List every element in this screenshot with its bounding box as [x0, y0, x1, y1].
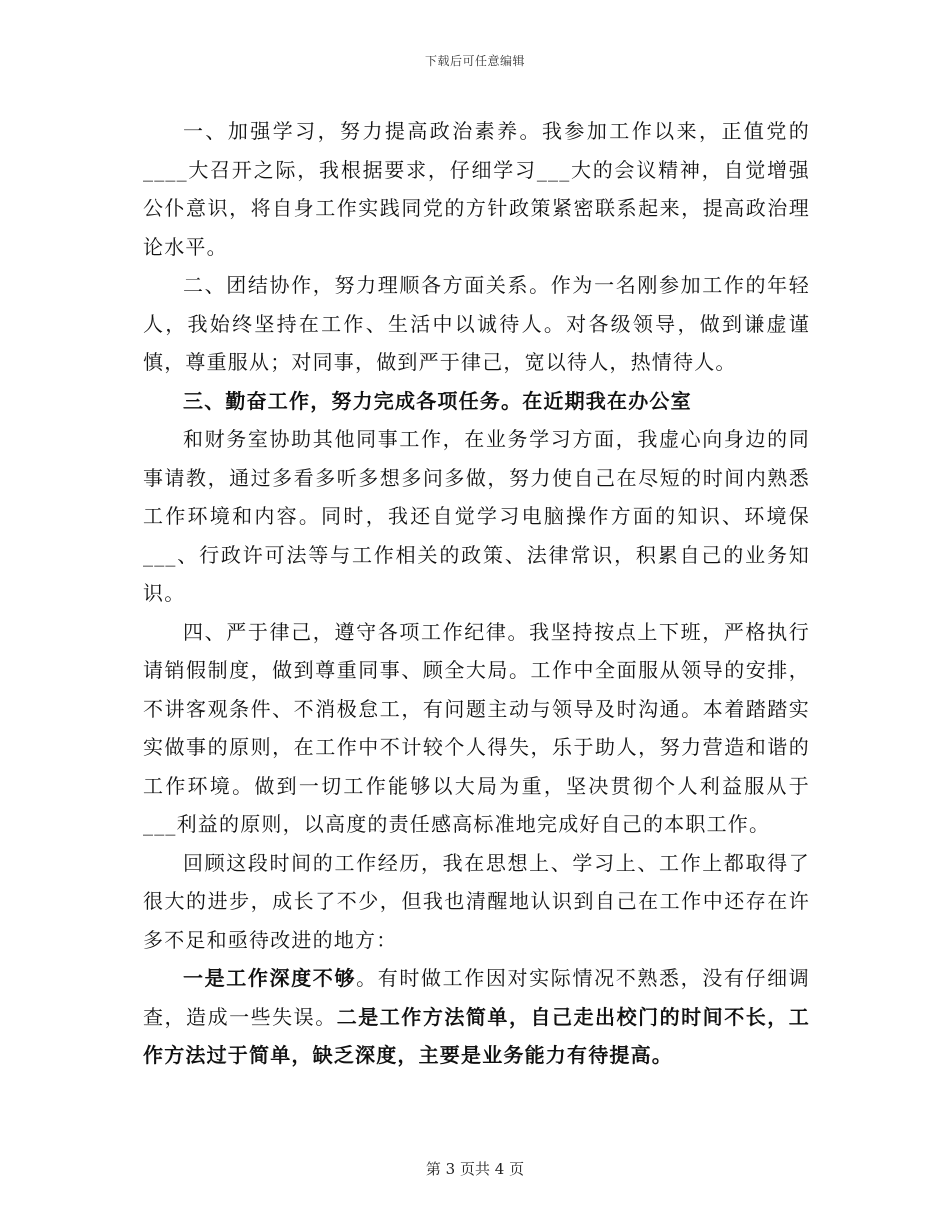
paragraph-study: 一、加强学习，努力提高政治素养。我参加工作以来，正值党的____大召开之际，我根据要求，仔细学习___大的会议精神，自觉增强公仆意识，将自身工作实践同党的方针政策紧密联系起来，提高政治理论水平。	[143, 119, 810, 259]
paragraph-cooperation: 二、团结协作，努力理顺各方面关系。作为一名刚参加工作的年轻人，我始终坚持在工作、生活中以诚待人。对各级领导，做到谦虚谨慎，尊重服从；对同事，做到严于律己，宽以待人，热情待人。	[143, 273, 810, 374]
shortcoming-one-title: 一是工作深度不够	[183, 966, 357, 990]
paragraph-review: 回顾这段时间的工作经历，我在思想上、学习上、工作上都取得了很大的进步，成长了不少，但我也清醒地认识到自己在工作中还存在许多不足和亟待改进的地方：	[143, 850, 810, 952]
document-body	[143, 112, 810, 1075]
page-header: 下载后可任意编辑	[424, 54, 525, 68]
paragraph-shortcomings	[143, 959, 810, 1075]
shortcoming-one-detail: 。有时做工作因对实际情况不熟悉，没有仔细调查，造成一些失误。	[143, 966, 810, 1029]
paragraph-diligent-heading: 三、勤奋工作，努力完成各项任务。在近期我在办公室	[183, 388, 692, 413]
paragraph-diligent-body: 和财务室协助其他同事工作，在业务学习方面，我虚心向身边的同事请教，通过多看多听多想多问多做，努力使自己在尽短的时间内熟悉工作环境和内容。同时，我还自觉学习电脑操作方面的知识、环境保___、行政许可法等与工作相关的政策、法律常识，积累自己的业务知识。	[143, 427, 810, 605]
shortcoming-two: 二是工作方法简单，自己走出校门的时间不长，工作方法过于简单，缺乏深度，主要是业务能力有待提高。	[143, 1004, 810, 1067]
paragraph-discipline: 四、严于律己，遵守各项工作纪律。我坚持按点上下班，严格执行请销假制度，做到尊重同事、顾全大局。工作中全面服从领导的安排，不讲客观条件、不消极怠工，有问题主动与领导及时沟通。本着踏踏实实做事的原则，在工作中不计较个人得失，乐于助人，努力营造和谐的工作环境。做到一切工作能够以大局为重，坚决贯彻个人利益服从于___利益的原则，以高度的责任感高标准地完成好自己的本职工作。	[143, 619, 810, 836]
page-footer: 第 3 页共 4 页	[425, 1160, 525, 1178]
